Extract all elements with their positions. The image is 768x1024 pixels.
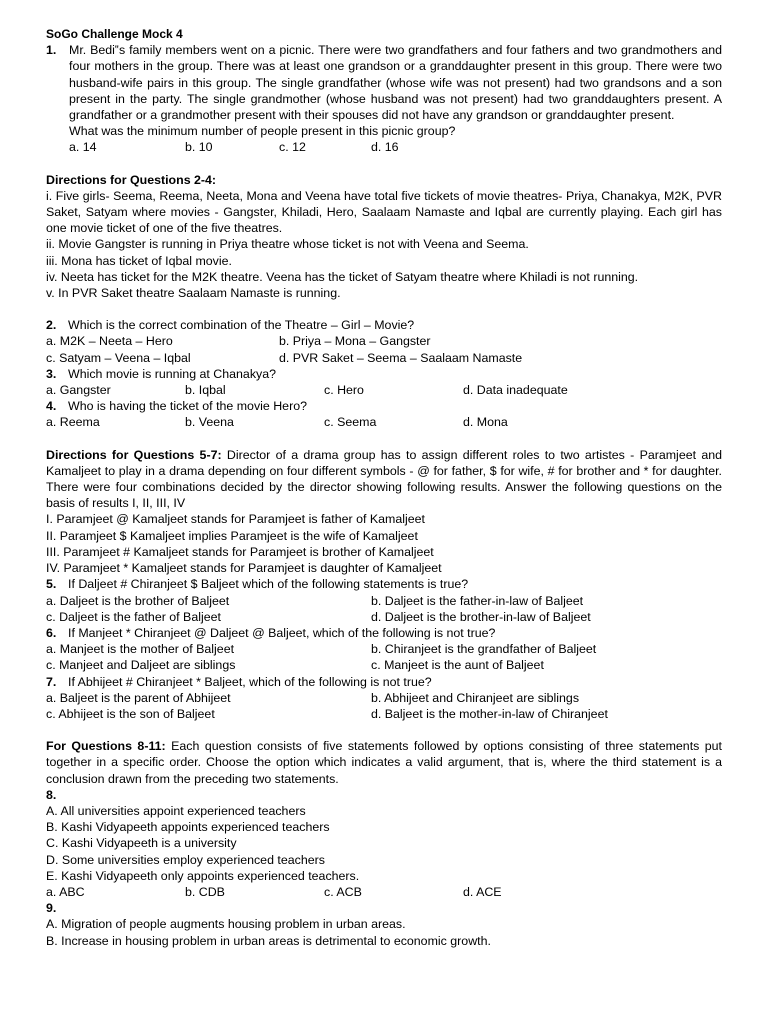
option: c. Hero: [324, 383, 364, 398]
option: d. 16: [371, 140, 399, 155]
page-title: SoGo Challenge Mock 4: [46, 27, 183, 41]
directions-line: II. Paramjeet $ Kamaljeet implies Paramjeet is the wife of Kamaljeet: [46, 528, 418, 543]
question-text: If Manjeet * Chiranjeet @ Daljeet @ Baljeet, which of the following is not true?: [68, 625, 496, 640]
document-page: [46, 26, 722, 949]
option: c. ACB: [324, 884, 362, 899]
option: a. M2K – Neeta – Hero: [46, 334, 173, 349]
directions-line: I. Paramjeet @ Kamaljeet stands for Paramjeet is father of Kamaljeet: [46, 512, 425, 527]
directions-line: III. Paramjeet # Kamaljeet stands for Paramjeet is brother of Kamaljeet: [46, 544, 434, 559]
option: b. Abhijeet and Chiranjeet are siblings: [371, 690, 580, 705]
statement: A. Migration of people augments housing problem in urban areas.: [46, 917, 406, 932]
option: a. 14: [69, 140, 97, 155]
option: a. Baljeet is the parent of Abhijeet: [46, 690, 231, 705]
question-6-options-row: [46, 657, 722, 673]
question-number: 1.: [46, 43, 57, 58]
question-1: [46, 42, 722, 123]
question-number: 5.: [46, 577, 57, 592]
option: a. Daljeet is the brother of Baljeet: [46, 593, 230, 608]
option: c. 12: [279, 140, 306, 155]
option: b. 10: [185, 140, 213, 155]
question-2: [46, 317, 722, 333]
directions-line: iii. Mona has ticket of Iqbal movie.: [46, 253, 232, 268]
directions-5-7: [46, 447, 722, 512]
option: a. Gangster: [46, 383, 111, 398]
directions-8-11: [46, 738, 722, 787]
option: c. Manjeet is the aunt of Baljeet: [371, 658, 544, 673]
question-7-options-row: [46, 706, 722, 722]
question-1-prompt: What was the minimum number of people present in this picnic group?: [69, 124, 456, 139]
question-5-options-row: [46, 593, 722, 609]
question-number: 6.: [46, 625, 57, 640]
option: b. CDB: [185, 884, 225, 899]
question-text: Which movie is running at Chanakya?: [68, 366, 276, 381]
directions-intro: Director of a drama group has to assign different roles to two artistes - Paramjeet and Kamaljeet to play in a drama depending on four different symbols - @ for father, $ for wife, # for brother and * for daughter. There were four combinations decided by the director showing following results. Answer the following questions on the basis of results I, II, III, IV: [46, 447, 723, 511]
option: d. Mona: [463, 415, 508, 430]
option: b. Iqbal: [185, 383, 226, 398]
question-5-options-row: [46, 609, 722, 625]
option: d. ACE: [463, 884, 502, 899]
statement: E. Kashi Vidyapeeth only appoints experienced teachers.: [46, 868, 360, 883]
question-3-options: [46, 382, 722, 398]
statement: D. Some universities employ experienced teachers: [46, 852, 325, 867]
option: a. Reema: [46, 415, 100, 430]
directions-2-4-heading: Directions for Questions 2-4:: [46, 172, 217, 187]
question-2-options-row: [46, 333, 722, 349]
option: d. Daljeet is the brother-in-law of Baljeet: [371, 609, 591, 624]
question-text: Mr. Bedi‟s family members went on a picnic. There were two grandfathers and four fathers and two grandmothers and four mothers in the group. There was at least one grandson or a granddaughter present in this group. There were two husband-wife pairs in this group. The single grandfather (whose wife was not present) had two grandsons and a son present in the party. The single grandmother (whose husband was not present) had two granddaughters present. A grandfather or a grandmother present with their spouses did not have any grandson or granddaughter present.: [69, 43, 722, 123]
option: b. Priya – Mona – Gangster: [279, 334, 431, 349]
question-9-number: 9.: [46, 901, 57, 916]
question-6-options-row: [46, 641, 722, 657]
question-text: Which is the correct combination of the Theatre – Girl – Movie?: [68, 318, 415, 333]
statement: B. Kashi Vidyapeeth appoints experienced teachers: [46, 820, 330, 835]
option: d. Baljeet is the mother-in-law of Chiranjeet: [371, 706, 608, 721]
option: b. Veena: [185, 415, 234, 430]
question-7-options-row: [46, 690, 722, 706]
directions-heading: For Questions 8-11:: [46, 739, 166, 754]
option: c. Satyam – Veena – Iqbal: [46, 350, 191, 365]
question-4-options: [46, 414, 722, 430]
option: d. Data inadequate: [463, 383, 568, 398]
directions-heading: Directions for Questions 5-7:: [46, 447, 222, 462]
question-1-options: [46, 139, 722, 155]
option: c. Manjeet and Daljeet are siblings: [46, 658, 236, 673]
question-8-options: [46, 884, 722, 900]
question-text: Who is having the ticket of the movie Hero?: [68, 399, 307, 414]
option: a. ABC: [46, 884, 85, 899]
question-number: 7.: [46, 674, 57, 689]
statement: B. Increase in housing problem in urban areas is detrimental to economic growth.: [46, 933, 491, 948]
question-2-options-row: [46, 350, 722, 366]
option: c. Daljeet is the father of Baljeet: [46, 609, 221, 624]
question-5: [46, 576, 722, 592]
question-4: [46, 398, 722, 414]
option: c. Seema: [324, 415, 377, 430]
question-number: 3.: [46, 366, 57, 381]
question-6: [46, 625, 722, 641]
option: a. Manjeet is the mother of Baljeet: [46, 642, 235, 657]
option: b. Daljeet is the father-in-law of Baljeet: [371, 593, 584, 608]
directions-line: iv. Neeta has ticket for the M2K theatre. Veena has the ticket of Satyam theatre where Khiladi is not running.: [46, 269, 639, 284]
directions-line: IV. Paramjeet * Kamaljeet stands for Paramjeet is daughter of Kamaljeet: [46, 561, 442, 576]
question-number: 2.: [46, 318, 57, 333]
statement: A. All universities appoint experienced teachers: [46, 803, 306, 818]
option: b. Chiranjeet is the grandfather of Baljeet: [371, 642, 597, 657]
question-number: 4.: [46, 399, 57, 414]
directions-line: v. In PVR Saket theatre Saalaam Namaste is running.: [46, 286, 341, 301]
directions-line: ii. Movie Gangster is running in Priya theatre whose ticket is not with Veena and Seema.: [46, 237, 529, 252]
option: d. PVR Saket – Seema – Saalaam Namaste: [279, 350, 523, 365]
question-text: If Abhijeet # Chiranjeet * Baljeet, which of the following is not true?: [68, 674, 432, 689]
statement: C. Kashi Vidyapeeth is a university: [46, 836, 237, 851]
question-7: [46, 674, 722, 690]
question-3: [46, 366, 722, 382]
question-text: If Daljeet # Chiranjeet $ Baljeet which of the following statements is true?: [68, 577, 469, 592]
directions-intro: Each question consists of five statements followed by options consisting of three statements put together in a specific order. Choose the option which indicates a valid argument, that is, where the third statement is a conclusion drawn from the preceding two statements.: [46, 739, 723, 786]
question-8-number: 8.: [46, 787, 57, 802]
option: c. Abhijeet is the son of Baljeet: [46, 706, 215, 721]
directions-line: i. Five girls- Seema, Reema, Neeta, Mona and Veena have total five tickets of movie theatres- Priya, Chanakya, M2K, PVR Saket, Satyam where movies - Gangster, Khiladi, Hero, Saalaam Namaste and Iqbal are currently playing. Each girl has one movie ticket of one of the five theatres.: [46, 188, 722, 236]
